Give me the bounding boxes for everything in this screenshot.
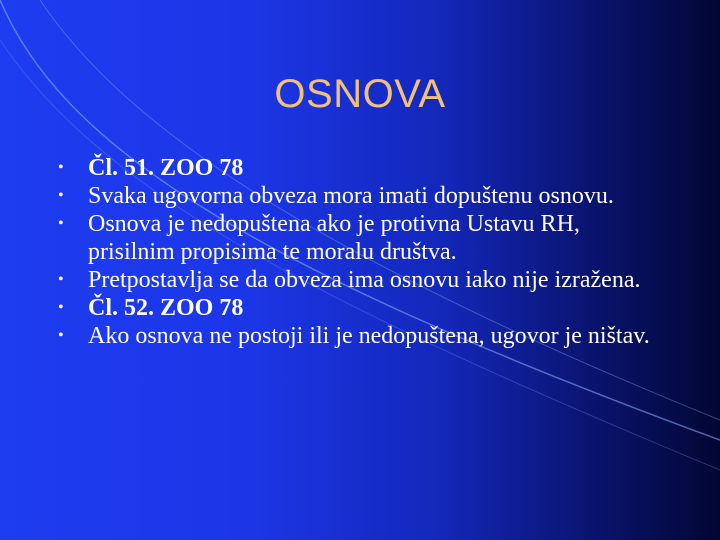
bullet-text: Pretpostavlja se da obveza ima osnovu iako nije izražena. bbox=[88, 267, 641, 293]
bullet-dot: • bbox=[58, 159, 64, 176]
bullet-dot: • bbox=[58, 299, 64, 316]
slide-title: OSNOVA bbox=[274, 72, 446, 116]
bullet-dot: • bbox=[58, 327, 64, 344]
bullet-text: Čl. 52. ZOO 78 bbox=[88, 295, 244, 321]
bullet-dot: • bbox=[58, 271, 64, 288]
bullet-text: Ako osnova ne postoji ili je nedopuštena, ugovor je ništav. bbox=[88, 323, 650, 349]
bullet-text: Čl. 51. ZOO 78 bbox=[88, 155, 244, 181]
bullet-item bbox=[58, 322, 658, 350]
bullet-item bbox=[58, 182, 658, 210]
bullet-list bbox=[58, 154, 658, 350]
bullet-item bbox=[58, 266, 658, 294]
bullet-item bbox=[58, 210, 658, 266]
bullet-item bbox=[58, 154, 658, 182]
bullet-item bbox=[58, 294, 658, 322]
bullet-dot: • bbox=[58, 215, 64, 232]
bullet-dot: • bbox=[58, 187, 64, 204]
bullet-text: Osnova je nedopuštena ako je protivna Ustavu RH, prisilnim propisima te moralu društva. bbox=[88, 211, 580, 265]
bullet-text: Svaka ugovorna obveza mora imati dopuštenu osnovu. bbox=[88, 183, 614, 209]
